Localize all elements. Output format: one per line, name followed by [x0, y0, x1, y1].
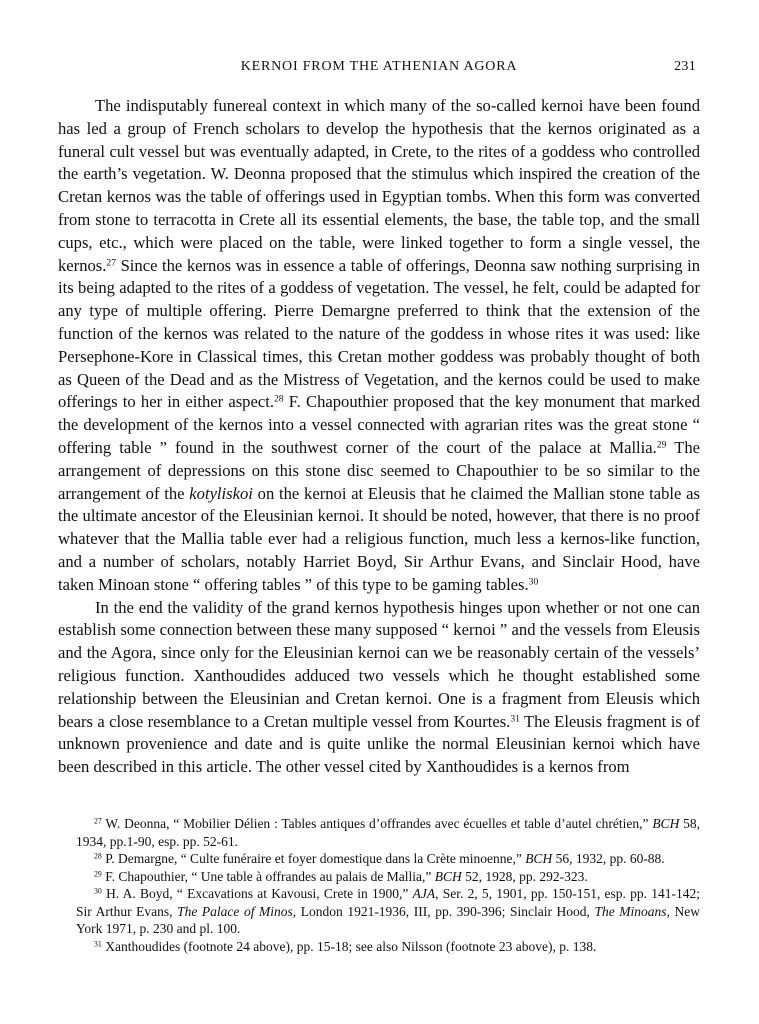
footnote [58, 938, 700, 956]
text-run: , Ser. 2, 5, 1901, pp. 150-151, esp. pp. 141-142; Sir Arthur Evans, [76, 886, 700, 919]
text-run: 52, 1928, pp. 292-323. [461, 868, 588, 884]
text-run: 56, 1932, pp. 60-88. [552, 851, 665, 866]
text-run: F. Chapouthier proposed that the key monument that marked the development of the kernos into a vessel connected with agrarian rites was the great stone “ offering table ” found in the southwest corner of the court of the palace at Mallia. [58, 392, 700, 457]
book-title: The Minoans [594, 903, 667, 919]
journal-title: BCH [652, 816, 680, 831]
footnote [58, 850, 700, 868]
text-run: 58, 1934, pp.1-90, esp. pp. 52-61. [76, 816, 701, 849]
footnote-number: 31 [94, 939, 102, 949]
footnote-ref: 30 [528, 576, 539, 588]
footnote-number: 27 [94, 816, 102, 826]
paragraph [58, 95, 700, 597]
running-header [58, 59, 700, 79]
text-run: H. A. Boyd, “ Excavations at Kavousi, Crete in 1900,” [106, 886, 413, 901]
journal-title: BCH [525, 851, 553, 866]
footnote-ref: 27 [106, 257, 116, 269]
journal-title: BCH [434, 868, 462, 884]
text-run: The indisputably funereal context in which many of the so-called kernoi have been found has led a group of French scholars to develop the hypothesis that the kernos originated as a funeral cult vessel but was eventually adapted, in Crete, to the rites of a goddess who controlled the earth’s vegetation. W. Deonna proposed that the stimulus which inspired the creation of the Cretan kernos was the table of offerings used in Egyptian tombs. When this form was converted from stone to terracotta in Crete all its essential elements, the base, the table top, and the small cups, etc., which were placed on the table, were linked together to form a single vessel, the kernos. [58, 96, 700, 275]
footnote [58, 815, 700, 850]
footnotes [58, 815, 700, 955]
text-run: The Eleusis fragment is of unknown provenience and date and is quite unlike the normal Eleusinian kernoi which have been described in this article. The other vessel cited by Xanthoudides is a kernos from [58, 711, 700, 777]
footnote-ref: 28 [273, 394, 284, 406]
text-run: P. Demargne, “ Culte funéraire et foyer domestique dans la Crète minoenne,” [105, 851, 526, 866]
text-run: The arrangement of depressions on this stone disc seemed to Chapouthier to be so similar to the arrangement of the [58, 437, 700, 503]
running-title: KERNOI FROM THE ATHENIAN AGORA [240, 59, 518, 74]
footnote [58, 868, 700, 886]
book-title: The Palace of Minos, [177, 903, 297, 919]
text-run: , New York 1971, p. 230 and pl. 100. [76, 903, 701, 936]
footnote-number: 29 [94, 869, 102, 879]
text-run: on the kernoi at Eleusis that he claimed the Mallian stone table as the ultimate ancestor of the Eleusinian kernoi. It should be noted, however, that there is no proof whatever that the Mallia table ever had a religious function, much less a kernos-like function, and a number of scholars, notably Harriet Boyd, Sir Arthur Evans, and Sinclair Hood, have taken Minoan stone “ offering tables ” of this type to be gaming tables. [58, 483, 700, 594]
footnote-number: 28 [94, 851, 102, 861]
text-run: Xanthoudides (footnote 24 above), pp. 15-18; see also Nilsson (footnote 23 above), p. 138. [105, 938, 597, 954]
journal-title: AJA [412, 886, 436, 901]
paragraph [58, 597, 700, 779]
text-run: Since the kernos was in essence a table of offerings, Deonna saw nothing surprising in its being adapted to the rites of a goddess of vegetation. The vessel, he felt, could be adapted for any type of multiple offering. Pierre Demargne preferred to think that the extension of the function of the kernos was related to the nature of the goddess in whose rites it was used: like Persephone-Kore in Classical times, this Cretan mother goddess was probably thought of both as Queen of the Dead and as the Mistress of Vegetation, and the kernos could be used to make offerings to her in either aspect. [58, 255, 700, 412]
footnote-ref: 29 [656, 439, 667, 451]
page-number: 231 [674, 59, 696, 74]
footnote-ref: 31 [510, 713, 520, 725]
footnote-number: 30 [94, 886, 102, 896]
footnote [58, 885, 700, 938]
text-run: London 1921-1936, III, pp. 390-396; Sinclair Hood, [296, 903, 595, 919]
italic-term: kotyliskoi [189, 483, 253, 503]
text-run: F. Chapouthier, “ Une table à offrandes au palais de Mallia,” [105, 868, 435, 884]
page [58, 0, 700, 1024]
body-text [58, 95, 700, 779]
text-run: In the end the validity of the grand kernos hypothesis hinges upon whether or not one can establish some connection between these many supposed “ kernoi ” and the vessels from Eleusis and the Agora, since only for the Eleusinian kernoi can we be reasonably certain of the vessels’ religious function. Xanthoudides adduced two vessels which he thought established some relationship between the Eleusinian and Cretan kernoi. One is a fragment from Eleusis which bears a close resemblance to a Cretan multiple vessel from Kourtes. [58, 597, 700, 731]
text-run: W. Deonna, “ Mobilier Délien : Tables antiques d’offrandes avec écuelles et table d’autel chrétien,” [105, 816, 653, 831]
